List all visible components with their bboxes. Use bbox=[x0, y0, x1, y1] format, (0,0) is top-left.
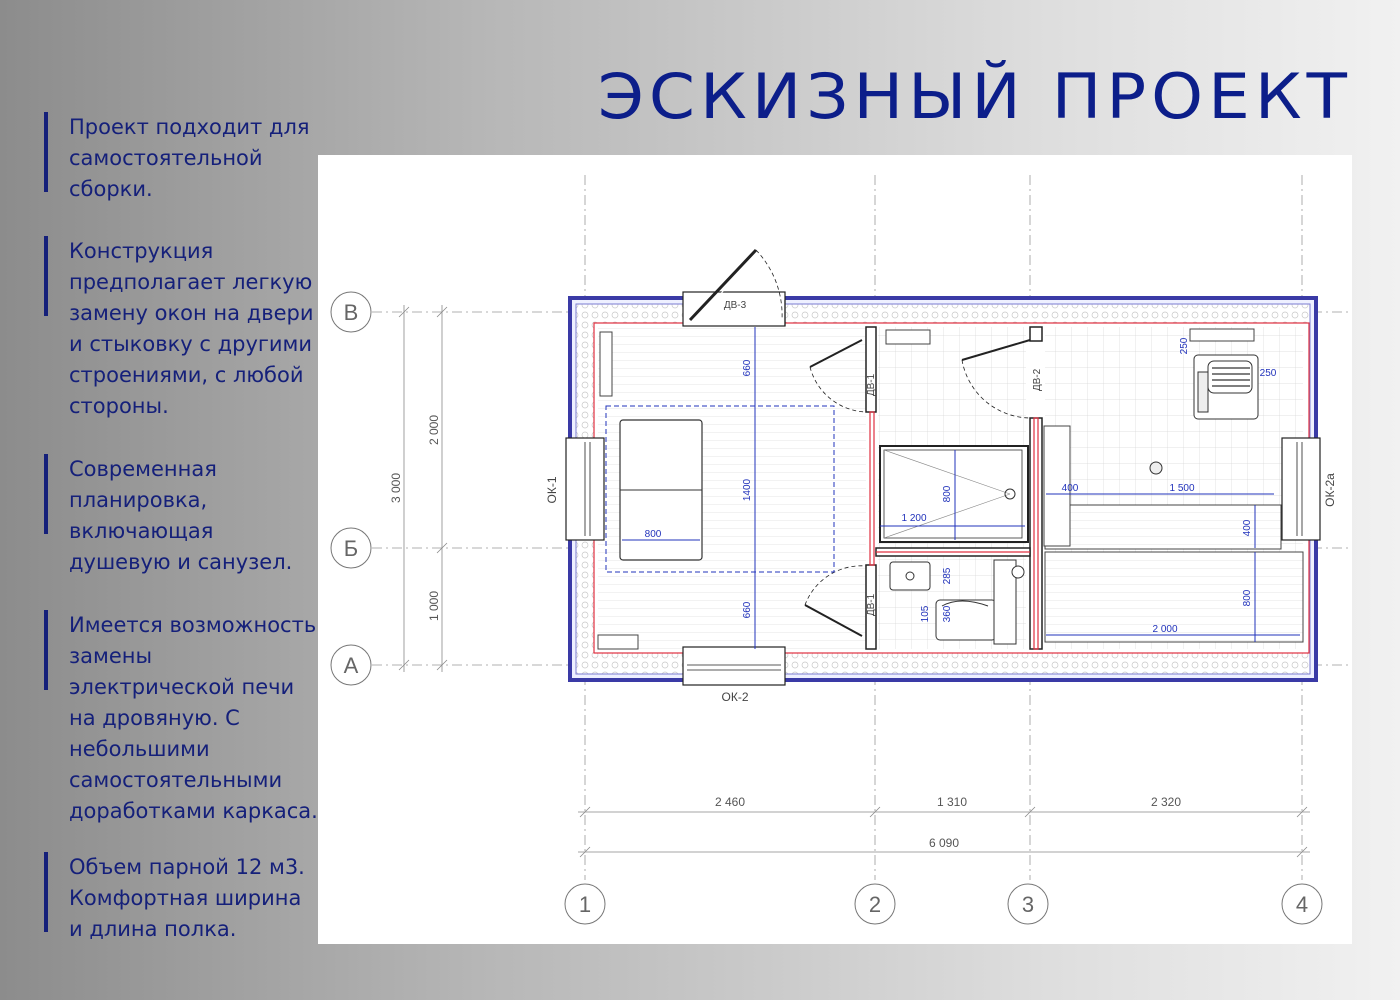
note-line: Конструкция bbox=[69, 239, 214, 263]
note-line: и стыковку с другими bbox=[69, 332, 313, 356]
dim-bench-400: 400 bbox=[1061, 483, 1079, 494]
dim-lounge-top: 660 bbox=[742, 359, 753, 377]
note-line: планировка, bbox=[69, 488, 208, 512]
label-door-lounge-top: ДВ-1 bbox=[866, 373, 877, 397]
dim-wc-105: 105 bbox=[920, 605, 931, 623]
dim-stove-250b: 250 bbox=[1259, 368, 1277, 379]
label-door-top: ДВ-3 bbox=[723, 300, 747, 311]
floor-plan-sheet bbox=[318, 155, 1352, 944]
shower-shelf bbox=[886, 330, 930, 344]
note-line: небольшими bbox=[69, 737, 210, 761]
shower-tray bbox=[880, 446, 1028, 542]
lounge-bench bbox=[598, 635, 638, 649]
note-line: стороны. bbox=[69, 394, 169, 418]
note-line: Современная bbox=[69, 457, 217, 481]
feature-note bbox=[40, 852, 329, 945]
feature-note bbox=[40, 112, 329, 205]
axis-label-2: 2 bbox=[868, 892, 882, 917]
dim-left-total: 3 000 bbox=[389, 472, 403, 504]
note-line: на дровяную. С bbox=[69, 706, 240, 730]
note-accent-bar bbox=[44, 112, 48, 192]
note-line: Комфортная ширина bbox=[69, 886, 302, 910]
note-line: включающая bbox=[69, 519, 214, 543]
note-line: самостоятельными bbox=[69, 768, 283, 792]
label-window-right: ОК-2а bbox=[1323, 473, 1337, 507]
label-window-left: ОК-1 bbox=[545, 476, 559, 504]
note-line: электрической печи bbox=[69, 675, 295, 699]
axis-label-1: 1 bbox=[578, 892, 592, 917]
note-line: строениями, с любой bbox=[69, 363, 304, 387]
window-left bbox=[566, 438, 604, 540]
sauna-stove bbox=[1194, 355, 1258, 419]
note-line: самостоятельной bbox=[69, 146, 263, 170]
note-accent-bar bbox=[44, 852, 48, 932]
dim-bottom-total: 6 090 bbox=[928, 836, 960, 850]
entrance-door bbox=[683, 250, 785, 326]
note-line: и длина полка. bbox=[69, 917, 237, 941]
label-window-bottom: ОК-2 bbox=[721, 690, 749, 704]
dim-bench-2000: 2 000 bbox=[1152, 624, 1178, 635]
dim-lounge-mid: 1400 bbox=[742, 478, 753, 502]
dim-bench-1500: 1 500 bbox=[1169, 483, 1195, 494]
axis-label-v: В bbox=[343, 300, 359, 325]
dim-wc-360: 360 bbox=[942, 605, 953, 623]
dim-bench-400v: 400 bbox=[1242, 519, 1253, 537]
dim-stove-250a: 250 bbox=[1179, 337, 1190, 355]
axis-label-a: А bbox=[343, 653, 359, 678]
note-line: замену окон на двери bbox=[69, 301, 314, 325]
axis-label-b: Б bbox=[343, 536, 359, 561]
dim-bottom-2: 1 310 bbox=[936, 795, 968, 809]
feature-note bbox=[40, 454, 329, 578]
feature-note bbox=[40, 236, 329, 422]
page-title: ЭСКИЗНЫЙ ПРОЕКТ bbox=[597, 59, 1352, 134]
note-line: доработками каркаса. bbox=[69, 799, 318, 823]
floor-plan bbox=[318, 155, 1352, 944]
feature-note bbox=[40, 610, 329, 827]
label-door-steam: ДВ-2 bbox=[1032, 368, 1043, 392]
floor-drain bbox=[1150, 462, 1162, 474]
stove-top-bar bbox=[1190, 329, 1254, 341]
dim-left-2000: 2 000 bbox=[427, 414, 441, 446]
note-line: сборки. bbox=[69, 177, 153, 201]
dim-lounge-bot: 660 bbox=[742, 601, 753, 619]
dim-bench-800: 800 bbox=[1242, 589, 1253, 607]
note-line: предполагает легкую bbox=[69, 270, 313, 294]
note-line: Объем парной 12 м3. bbox=[69, 855, 305, 879]
dim-sofa: 800 bbox=[644, 529, 662, 540]
axis-label-3: 3 bbox=[1021, 892, 1035, 917]
dim-bottom-1: 2 460 bbox=[714, 795, 746, 809]
axis-label-4: 4 bbox=[1295, 892, 1309, 917]
dim-wc-285: 285 bbox=[942, 567, 953, 585]
window-right bbox=[1282, 438, 1320, 540]
note-line: Имеется возможность bbox=[69, 613, 317, 637]
note-line: Проект подходит для bbox=[69, 115, 310, 139]
note-accent-bar bbox=[44, 610, 48, 690]
dim-shower-h: 800 bbox=[942, 485, 953, 503]
dim-shower-w: 1 200 bbox=[901, 513, 927, 524]
note-line: душевую и санузел. bbox=[69, 550, 293, 574]
dim-left-1000: 1 000 bbox=[427, 590, 441, 622]
label-door-lounge-bottom: ДВ-1 bbox=[866, 593, 877, 617]
window-bottom bbox=[683, 647, 785, 685]
note-accent-bar bbox=[44, 454, 48, 534]
lounge-shelf bbox=[600, 332, 612, 396]
dim-bottom-3: 2 320 bbox=[1150, 795, 1182, 809]
note-accent-bar bbox=[44, 236, 48, 316]
note-line: замены bbox=[69, 644, 153, 668]
